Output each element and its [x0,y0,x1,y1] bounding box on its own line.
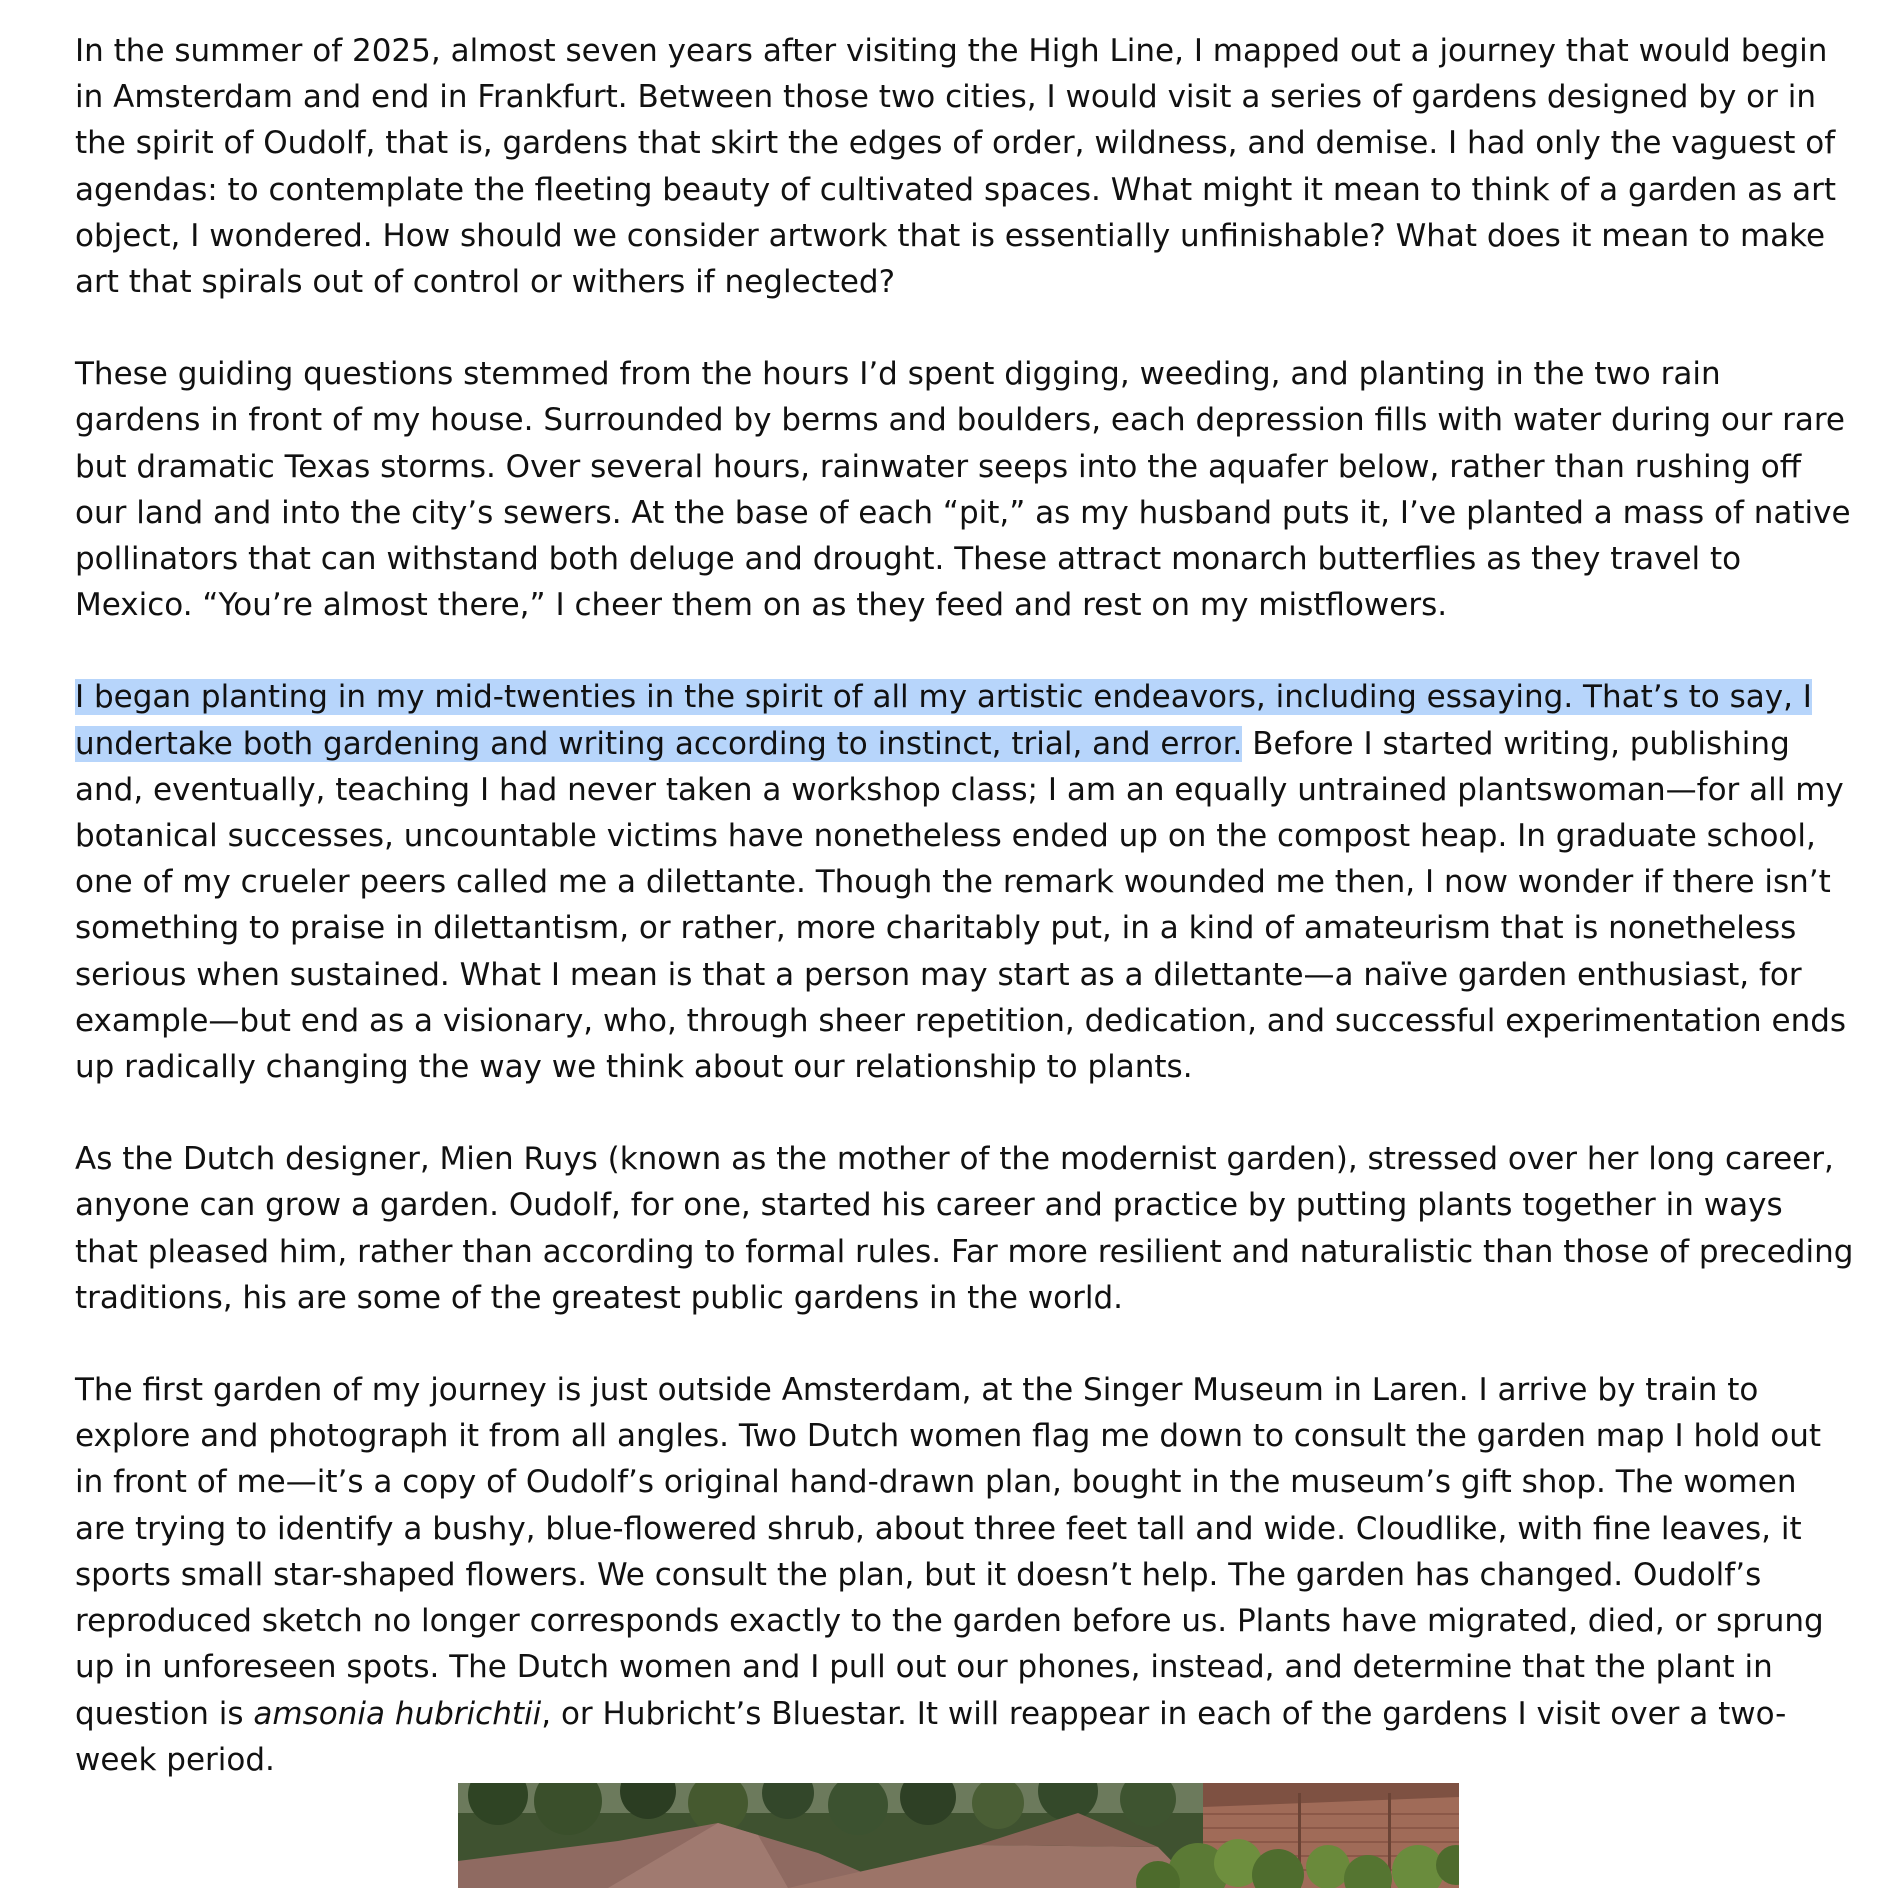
paragraph-5-text-b: , or Hubricht’s Bluestar. It will reappear in each of the gardens I visit over a two-week period. [75,1695,1787,1778]
paragraph-2-text: These guiding questions stemmed from the hours I’d spent digging, weeding, and planting in the two rain gardens in front of my house. Surrounded by berms and boulders, each depression fills with water during our rare but dramatic Texas storms. Over several hours, rainwater seeps into the aquafer below, rather than rushing off our land and into the city’s sewers. At the base of each “pit,” as my husband puts it, I’ve planted a mass of native pollinators that can withstand both deluge and drought. These attract monarch butterflies as they travel to Mexico. “You’re almost there,” I cheer them on as they feed and rest on my mistflowers. [75,356,1851,624]
plant-name-italic: amsonia hubrichtii [253,1695,542,1732]
paragraph-4 [75,1136,1855,1321]
paragraph-3 [75,674,1855,1090]
paragraph-3-text: Before I started writing, publishing and, eventually, teaching I had never taken a workshop class; I am an equally untrained plantswoman—for all my botanical successes, uncountable victims have nonetheless ended up on the compost heap. In graduate school, one of my crueler peers called me a dilettante. Though the remark wounded me then, I now wonder if there isn’t something to praise in dilettantism, or rather, more charitably put, in a kind of amateurism that is nonetheless serious when sustained. What I mean is that a person may start as a dilettante—a naïve garden enthusiast, for example—but end as a visionary, who, through sheer repetition, dedication, and successful experimentation ends up radically changing the way we think about our relationship to plants. [75,725,1847,1086]
paragraph-5-text-a: The first garden of my journey is just outside Amsterdam, at the Singer Museum in Laren. I arrive by train to explore and photograph it from all angles. Two Dutch women flag me down to consult the garden map I hold out in front of me—it’s a copy of Oudolf’s original hand-drawn plan, bought in the museum’s gift shop. The women are trying to identify a bushy, blue-flowered shrub, about three feet tall and wide. Cloudlike, with fine leaves, it sports small star-shaped flowers. We consult the plan, but it doesn’t help. The garden has changed. Oudolf’s reproduced sketch no longer corresponds exactly to the garden before us. Plants have migrated, died, or sprung up in unforeseen spots. The Dutch women and I pull out our phones, instead, and determine that the plant in question is [75,1372,1824,1732]
paragraph-4-text: As the Dutch designer, Mien Ruys (known as the mother of the modernist garden), stressed over her long career, anyone can grow a garden. Oudolf, for one, started his career and practice by putting plants together in ways that pleased him, rather than according to formal rules. Far more resilient and naturalistic than those of preceding traditions, his are some of the greatest public gardens in the world. [75,1141,1854,1316]
paragraph-2 [75,351,1855,628]
article-body [75,28,1855,1829]
selected-text[interactable]: I began planting in my mid-twenties in the spirit of all my artistic endeavors, including essaying. That’s to say, I undertake both gardening and writing according to instinct, trial, and error. [75,679,1812,762]
paragraph-1-text: In the summer of 2025, almost seven years after visiting the High Line, I mapped out a journey that would begin in Amsterdam and end in Frankfurt. Between those two cities, I would visit a series of gardens designed by or in the spirit of Oudolf, that is, gardens that skirt the edges of order, wildness, and demise. I had only the vaguest of agendas: to contemplate the fleeting beauty of cultivated spaces. What might it mean to think of a garden as art object, I wondered. How should we consider artwork that is essentially unfinishable? What does it mean to make art that spirals out of control or withers if neglected? [75,33,1837,301]
garden-photo [458,1783,1459,1888]
paragraph-5 [75,1367,1855,1783]
paragraph-1 [75,28,1855,305]
